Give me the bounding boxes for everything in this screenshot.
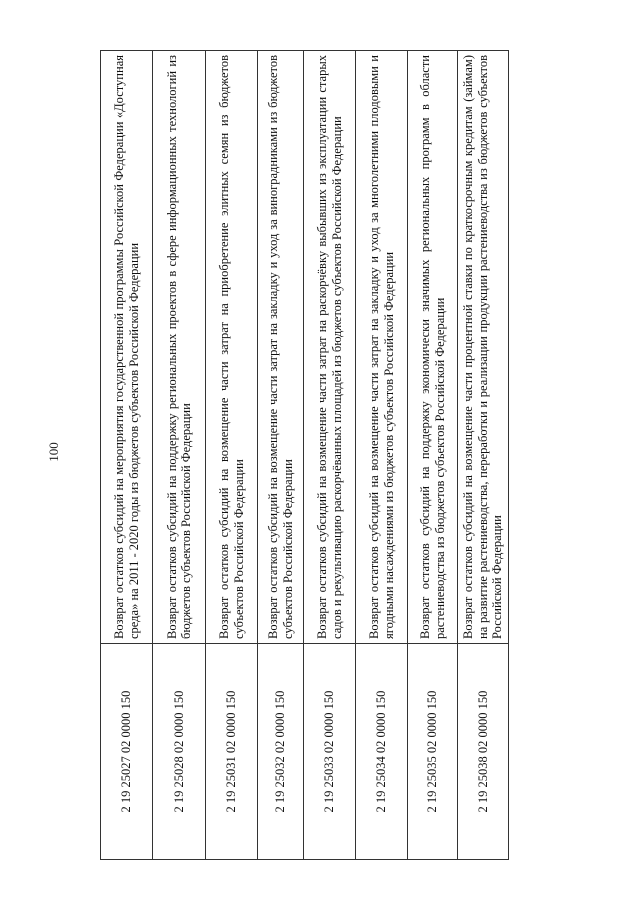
row-code-cell: 2 19 25034 02 0000 150	[356, 644, 408, 860]
table-row	[408, 51, 458, 860]
row-code-cell: 2 19 25031 02 0000 150	[206, 644, 258, 860]
row-description-cell: Возврат остатков субсидий на возмещение части процентной ставки по краткосрочным кредитам (займам) на развитие растениеводства, переработки и реализации продукции растениеводства из бюджетов субъектов Российской Федерации	[458, 51, 509, 644]
rotated-table-container	[100, 50, 508, 860]
table-row	[356, 51, 408, 860]
table-row	[458, 51, 509, 860]
row-code-cell: 2 19 25033 02 0000 150	[304, 644, 356, 860]
table-row	[206, 51, 258, 860]
row-code-cell: 2 19 25038 02 0000 150	[458, 644, 509, 860]
row-description-cell: Возврат остатков субсидий на возмещение части затрат на закладку и уход за многолетними плодовыми и ягодными насаждениями из бюджетов субъектов Российской Федерации	[356, 51, 408, 644]
row-description-cell: Возврат остатков субсидий на поддержку региональных проектов в сфере информационных технологий из бюджетов субъектов Российской Федерации	[153, 51, 206, 644]
page-number: 100	[46, 442, 61, 462]
row-description-cell: Возврат остатков субсидий на возмещение части затрат на раскорчёвку выбывших из эксплуатации старых садов и рекультивацию раскорчёванных площадей из бюджетов субъектов Российской Федерации	[304, 51, 356, 644]
row-code-cell: 2 19 25028 02 0000 150	[153, 644, 206, 860]
table-row	[258, 51, 304, 860]
row-code-cell: 2 19 25027 02 0000 150	[101, 644, 153, 860]
row-description-cell: Возврат остатков субсидий на мероприятия государственной программы Российской Федерации «Доступная среда» на 2011 - 2020 годы из бюджетов субъектов Российской Федерации	[101, 51, 153, 644]
table-row	[304, 51, 356, 860]
row-description-cell: Возврат остатков субсидий на поддержку экономически значимых региональных программ в области растениеводства из бюджетов субъектов Российской Федерации	[408, 51, 458, 644]
row-description-cell: Возврат остатков субсидий на возмещение части затрат на закладку и уход за виноградниками из бюджетов субъектов Российской Федерации	[258, 51, 304, 644]
table-row	[153, 51, 206, 860]
row-code-cell: 2 19 25032 02 0000 150	[258, 644, 304, 860]
row-code-cell: 2 19 25035 02 0000 150	[408, 644, 458, 860]
budget-classification-table	[100, 50, 509, 860]
row-description-cell: Возврат остатков субсидий на возмещение части затрат на приобретение элитных семян из бюджетов субъектов Российской Федерации	[206, 51, 258, 644]
table-row	[101, 51, 153, 860]
